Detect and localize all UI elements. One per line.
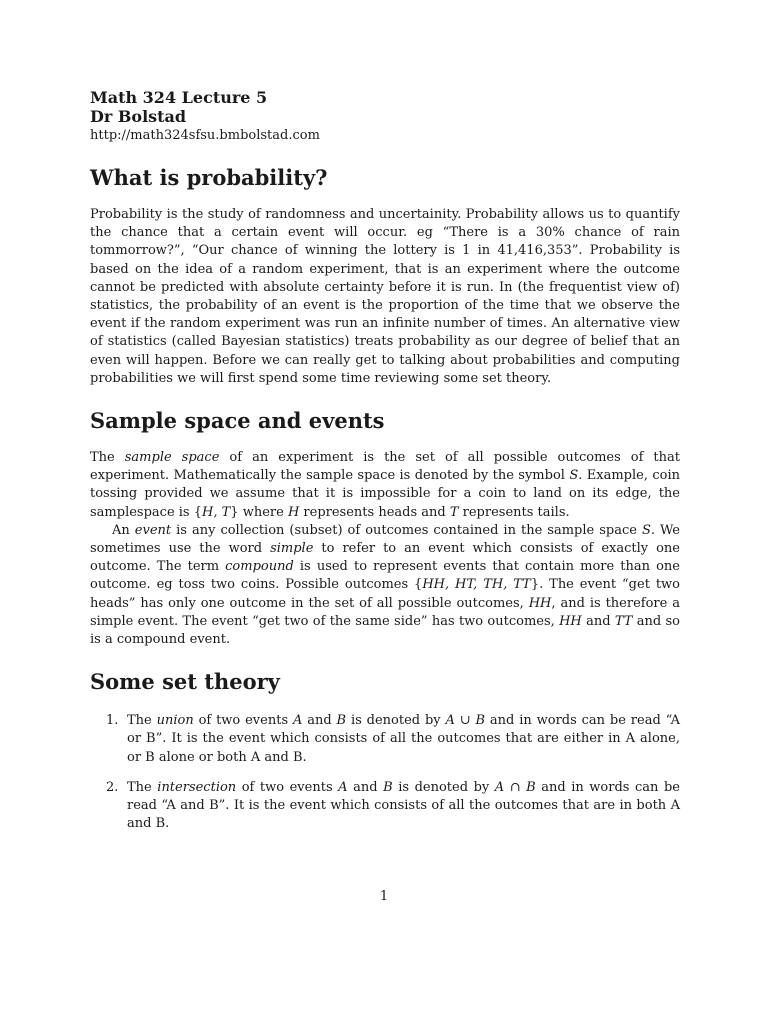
math-symbol: HH, HT, TH, TT	[422, 577, 531, 593]
math-symbol: HH	[528, 595, 552, 611]
term-compound: compound	[225, 559, 294, 575]
math-intersection-expression: A ∩ B	[494, 779, 536, 795]
math-symbol: TT	[614, 613, 633, 629]
term-union: union	[156, 713, 194, 729]
list-item-union: 1. The union of two events A and B is denoted by A ∪ B and in words can be read “A or B”. It is the event which consists of all the outcomes that are either in A alone, or B alone or both A and B.	[106, 713, 680, 765]
sample-space-paragraph: The sample space of an experiment is the set of all possible outcomes of that experiment. Mathematically the sample space is denoted by the symbol S. Example, coin tossing provided we assume that it is impossible for a coin to land on its edge, the samplespace is {H, T} where H represents heads and T represents tails.	[90, 450, 680, 520]
term-event: event	[134, 522, 172, 538]
probability-paragraph: Probability is the study of randomness and uncertainity. Probability allows us to quantify the chance that a certain event will occur. eg “There is a 30% chance of rain tommorrow?”, “Our chance of winning the lottery is 1 in 41,416,353”. Probability is based on the idea of a random experiment, that is an experiment where the outcome cannot be predicted with absolute certainty before it is run. In (the frequentist view of) statistics, the probability of an event is the proportion of the time that we observe the event if the random experiment was run an infinite number of times. An alternative view of statistics (called Bayesian statistics) treats probability as our degree of belief that an even will happen. Before we can really get to talking about probabilities and computing probabilities we will first spend some time reviewing some set theory.	[90, 207, 680, 386]
list-number: 1.	[106, 713, 119, 729]
page-number: 1	[379, 889, 389, 904]
event-paragraph: An event is any collection (subset) of outcomes contained in the sample space S. We sometimes use the word simple to refer to an event which consists of exactly one outcome. The term compound is used to represent events that contain more than one outcome. eg toss two coins. Possible outcomes {HH, HT, TH, TT}. The event “get two heads” has only one outcome in the set of all possible outcomes, HH, and is therefore a simple event. The event “get two of the same side” has two outcomes, HH and TT and so is a compound event.	[90, 522, 681, 648]
math-symbol: H, T	[202, 504, 231, 520]
math-symbol: A	[292, 713, 303, 729]
author-name: Dr Bolstad	[90, 107, 187, 126]
set-theory-list	[90, 712, 680, 833]
math-symbol: H	[287, 504, 300, 520]
term-simple: simple	[270, 541, 314, 557]
term-sample-space: sample space	[124, 450, 220, 466]
section-title-probability: What is probability?	[90, 165, 328, 190]
math-symbol: B	[336, 713, 347, 729]
section-title-sample-space: Sample space and events	[90, 408, 385, 434]
course-url[interactable]: http://math324sfsu.bmbolstad.com	[90, 128, 320, 143]
term-intersection: intersection	[157, 779, 237, 795]
list-item-intersection: 2. The intersection of two events A and B is denoted by A ∩ B and in words can be read “A and B”. It is the event which consists of all the outcomes that are in both A and B.	[106, 779, 680, 832]
math-symbol: T	[449, 504, 459, 520]
math-symbol: S	[641, 522, 651, 538]
math-symbol: A	[338, 779, 348, 795]
math-symbol: HH	[559, 613, 582, 629]
section-title-set-theory: Some set theory	[90, 669, 280, 695]
document-page	[90, 88, 680, 833]
math-union-expression: A ∪ B	[445, 713, 486, 729]
math-symbol: B	[383, 779, 393, 795]
list-number: 2.	[106, 779, 119, 795]
math-symbol: S	[569, 468, 579, 484]
course-title: Math 324 Lecture 5	[90, 88, 268, 107]
